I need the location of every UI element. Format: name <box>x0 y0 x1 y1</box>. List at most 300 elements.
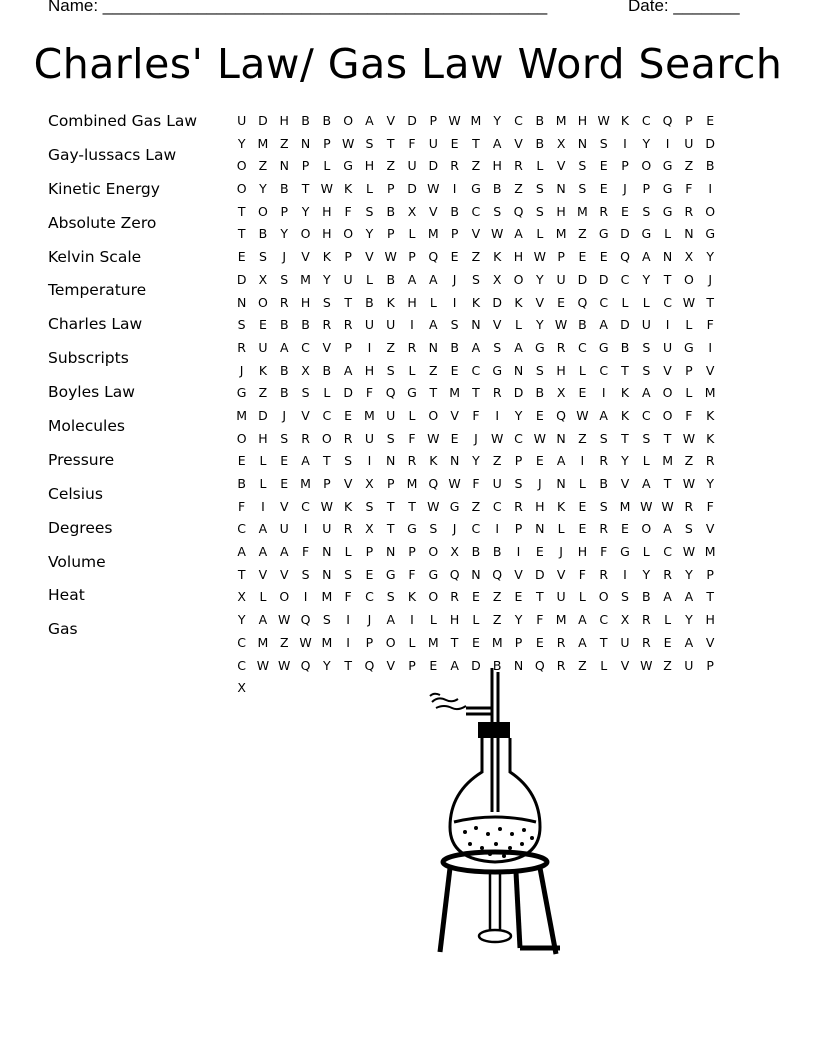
grid-letter[interactable]: A <box>492 135 502 151</box>
grid-letter[interactable]: N <box>556 476 566 491</box>
grid-letter[interactable]: G <box>492 362 503 378</box>
grid-letter[interactable]: S <box>599 430 608 446</box>
grid-letter[interactable]: U <box>322 521 332 537</box>
grid-letter[interactable]: O <box>258 203 268 219</box>
grid-letter[interactable]: R <box>599 566 609 582</box>
grid-letter[interactable]: E <box>621 203 629 219</box>
grid-letter[interactable]: M <box>236 407 248 423</box>
grid-letter[interactable]: F <box>706 498 714 514</box>
grid-letter[interactable]: R <box>556 339 566 355</box>
grid-letter[interactable]: Z <box>684 453 694 469</box>
grid-letter[interactable]: W <box>661 498 674 514</box>
grid-letter[interactable]: H <box>364 362 375 378</box>
grid-letter[interactable]: H <box>513 249 524 265</box>
grid-letter[interactable]: K <box>258 362 268 378</box>
grid-letter[interactable]: Z <box>578 657 587 673</box>
grid-letter[interactable]: E <box>578 521 587 537</box>
grid-letter[interactable]: T <box>663 430 672 446</box>
grid-letter[interactable]: F <box>408 566 416 582</box>
grid-letter[interactable]: Y <box>237 135 246 151</box>
grid-letter[interactable]: V <box>471 226 481 242</box>
grid-letter[interactable]: V <box>556 158 566 174</box>
grid-letter[interactable]: I <box>708 339 713 355</box>
grid-letter[interactable]: B <box>322 113 332 128</box>
grid-letter[interactable]: J <box>452 521 457 537</box>
grid-letter[interactable]: O <box>641 158 652 174</box>
grid-letter[interactable]: A <box>556 453 566 469</box>
grid-letter[interactable]: X <box>237 680 246 696</box>
grid-letter[interactable]: H <box>322 226 332 242</box>
grid-letter[interactable]: C <box>620 271 630 287</box>
grid-letter[interactable]: O <box>258 294 268 310</box>
grid-letter[interactable]: B <box>492 657 502 673</box>
grid-letter[interactable]: B <box>365 294 374 310</box>
grid-letter[interactable]: X <box>365 521 374 537</box>
grid-letter[interactable]: S <box>344 566 353 582</box>
grid-letter[interactable]: V <box>705 362 715 378</box>
grid-letter[interactable]: S <box>280 430 289 446</box>
grid-letter[interactable]: E <box>471 634 480 650</box>
grid-letter[interactable]: F <box>472 476 480 491</box>
grid-letter[interactable]: Z <box>279 135 289 151</box>
grid-letter[interactable]: I <box>452 294 457 310</box>
grid-letter[interactable]: T <box>472 385 480 401</box>
grid-letter[interactable]: Q <box>385 385 396 401</box>
grid-letter[interactable]: L <box>600 657 608 673</box>
grid-letter[interactable]: Z <box>429 362 438 378</box>
grid-letter[interactable]: A <box>429 271 438 287</box>
grid-letter[interactable]: G <box>662 158 673 174</box>
grid-letter[interactable]: A <box>684 589 694 605</box>
grid-letter[interactable]: I <box>495 521 500 537</box>
grid-letter[interactable]: X <box>301 362 310 378</box>
grid-letter[interactable]: Z <box>492 453 502 469</box>
grid-letter[interactable]: O <box>513 271 524 287</box>
grid-letter[interactable]: N <box>556 181 566 197</box>
grid-letter[interactable]: S <box>386 589 395 605</box>
grid-letter[interactable]: B <box>535 135 545 151</box>
grid-letter[interactable]: L <box>323 385 331 401</box>
grid-letter[interactable]: N <box>386 544 396 560</box>
grid-letter[interactable]: N <box>449 453 460 469</box>
grid-letter[interactable]: C <box>237 521 247 537</box>
grid-letter[interactable]: D <box>236 271 247 287</box>
grid-letter[interactable]: A <box>514 339 523 355</box>
grid-letter[interactable]: R <box>599 203 609 219</box>
grid-letter[interactable]: N <box>322 566 332 582</box>
grid-letter[interactable]: O <box>662 385 673 401</box>
grid-letter[interactable]: U <box>684 135 694 151</box>
grid-letter[interactable]: S <box>237 317 246 333</box>
grid-letter[interactable]: V <box>556 566 566 582</box>
grid-letter[interactable]: S <box>301 385 310 401</box>
grid-letter[interactable]: A <box>407 271 417 287</box>
grid-letter[interactable]: B <box>386 203 396 219</box>
grid-letter[interactable]: A <box>642 476 651 491</box>
grid-letter[interactable]: K <box>706 430 715 446</box>
grid-letter[interactable]: Z <box>684 158 694 174</box>
grid-letter[interactable]: P <box>621 158 629 174</box>
grid-letter[interactable]: S <box>621 589 629 605</box>
grid-letter[interactable]: B <box>450 203 459 219</box>
grid-letter[interactable]: P <box>365 634 374 650</box>
grid-letter[interactable]: Z <box>471 249 481 265</box>
grid-letter[interactable]: G <box>598 339 609 355</box>
grid-letter[interactable]: N <box>322 544 332 560</box>
grid-letter[interactable]: E <box>258 317 267 333</box>
grid-letter[interactable]: P <box>514 634 523 650</box>
grid-letter[interactable]: U <box>237 113 247 128</box>
grid-letter[interactable]: S <box>642 430 651 446</box>
grid-letter[interactable]: B <box>279 317 289 333</box>
grid-letter[interactable]: L <box>515 317 522 333</box>
grid-letter[interactable]: M <box>577 203 588 219</box>
grid-letter[interactable]: W <box>427 181 440 197</box>
grid-letter[interactable]: D <box>577 271 588 287</box>
grid-letter[interactable]: L <box>344 544 352 560</box>
grid-letter[interactable]: A <box>578 612 587 628</box>
grid-letter[interactable]: K <box>514 294 523 310</box>
grid-letter[interactable]: O <box>343 226 354 242</box>
grid-letter[interactable]: N <box>513 657 524 673</box>
grid-letter[interactable]: Q <box>513 203 524 219</box>
grid-letter[interactable]: D <box>407 181 417 197</box>
grid-letter[interactable]: M <box>321 634 333 650</box>
grid-letter[interactable]: U <box>620 634 630 650</box>
grid-letter[interactable]: Z <box>578 226 587 242</box>
grid-letter[interactable]: A <box>450 657 459 673</box>
grid-letter[interactable]: X <box>450 544 459 560</box>
grid-letter[interactable]: B <box>620 339 630 355</box>
grid-letter[interactable]: N <box>471 317 481 333</box>
grid-letter[interactable]: T <box>535 589 544 605</box>
grid-letter[interactable]: Q <box>428 249 439 265</box>
grid-letter[interactable]: Q <box>534 657 545 673</box>
grid-letter[interactable]: P <box>323 135 331 151</box>
grid-letter[interactable]: R <box>599 453 609 469</box>
grid-letter[interactable]: V <box>450 407 459 423</box>
grid-letter[interactable]: Z <box>258 385 268 401</box>
grid-letter[interactable]: Q <box>577 294 588 310</box>
grid-letter[interactable]: Z <box>258 158 268 174</box>
grid-letter[interactable]: C <box>663 294 672 310</box>
grid-letter[interactable]: E <box>535 453 544 469</box>
grid-letter[interactable]: L <box>685 317 693 333</box>
grid-letter[interactable]: I <box>495 407 500 423</box>
grid-letter[interactable]: K <box>706 407 715 423</box>
grid-letter[interactable]: A <box>386 612 395 628</box>
grid-letter[interactable]: S <box>493 203 502 219</box>
grid-letter[interactable]: H <box>449 612 460 628</box>
grid-letter[interactable]: T <box>408 498 416 514</box>
grid-letter[interactable]: W <box>341 135 355 151</box>
grid-letter[interactable]: T <box>472 135 480 151</box>
grid-letter[interactable]: L <box>259 453 267 469</box>
grid-letter[interactable]: V <box>279 498 289 514</box>
grid-letter[interactable]: D <box>705 135 715 151</box>
grid-letter[interactable]: I <box>410 317 414 333</box>
grid-letter[interactable]: A <box>642 385 651 401</box>
grid-letter[interactable]: B <box>301 317 310 333</box>
grid-letter[interactable]: S <box>642 362 651 378</box>
grid-letter[interactable]: S <box>450 317 459 333</box>
grid-letter[interactable]: S <box>429 521 438 537</box>
grid-letter[interactable]: D <box>258 113 268 128</box>
grid-letter[interactable]: I <box>261 498 265 514</box>
grid-letter[interactable]: B <box>322 362 332 378</box>
grid-letter[interactable]: B <box>535 385 545 401</box>
grid-letter[interactable]: G <box>343 158 353 174</box>
grid-letter[interactable]: B <box>599 476 608 491</box>
grid-letter[interactable]: N <box>577 135 588 151</box>
grid-letter[interactable]: I <box>623 135 627 151</box>
grid-letter[interactable]: F <box>365 385 374 401</box>
grid-letter[interactable]: C <box>471 521 481 537</box>
grid-letter[interactable]: L <box>642 294 650 310</box>
grid-letter[interactable]: E <box>535 544 544 560</box>
grid-letter[interactable]: U <box>684 657 694 673</box>
grid-letter[interactable]: U <box>663 339 673 355</box>
grid-letter[interactable]: U <box>407 158 417 174</box>
grid-letter[interactable]: C <box>492 498 502 514</box>
grid-letter[interactable]: S <box>535 181 544 197</box>
grid-letter[interactable]: E <box>344 407 353 423</box>
grid-letter[interactable]: Z <box>471 158 481 174</box>
grid-letter[interactable]: C <box>663 544 672 560</box>
grid-letter[interactable]: P <box>365 544 374 560</box>
grid-letter[interactable]: O <box>428 589 439 605</box>
grid-letter[interactable]: G <box>662 203 673 219</box>
grid-letter[interactable]: T <box>386 521 395 537</box>
grid-letter[interactable]: L <box>365 271 373 287</box>
grid-letter[interactable]: R <box>301 430 310 446</box>
grid-letter[interactable]: I <box>346 612 350 628</box>
grid-letter[interactable]: S <box>535 362 544 378</box>
grid-letter[interactable]: C <box>641 407 651 423</box>
grid-letter[interactable]: R <box>322 317 332 333</box>
grid-letter[interactable]: M <box>470 113 482 128</box>
grid-letter[interactable]: M <box>662 453 673 469</box>
grid-letter[interactable]: P <box>386 226 395 242</box>
grid-letter[interactable]: H <box>407 294 417 310</box>
grid-letter[interactable]: U <box>343 271 353 287</box>
grid-letter[interactable]: I <box>303 589 308 605</box>
grid-letter[interactable]: E <box>450 430 459 446</box>
grid-letter[interactable]: J <box>708 271 713 287</box>
grid-letter[interactable]: E <box>599 181 608 197</box>
grid-letter[interactable]: S <box>258 249 267 265</box>
grid-letter[interactable]: Z <box>386 339 396 355</box>
grid-letter[interactable]: R <box>599 521 609 537</box>
grid-letter[interactable]: X <box>237 589 246 605</box>
grid-letter[interactable]: A <box>684 634 694 650</box>
grid-letter[interactable]: W <box>278 612 291 628</box>
grid-letter[interactable]: P <box>706 566 714 582</box>
grid-letter[interactable]: Q <box>300 657 311 673</box>
grid-letter[interactable]: Y <box>323 657 331 673</box>
grid-letter[interactable]: N <box>556 430 566 446</box>
grid-letter[interactable]: Z <box>386 158 396 174</box>
grid-letter[interactable]: P <box>514 453 523 469</box>
grid-letter[interactable]: F <box>344 589 352 605</box>
grid-letter[interactable]: R <box>343 317 353 333</box>
grid-letter[interactable]: N <box>236 294 247 310</box>
grid-letter[interactable]: P <box>706 657 714 673</box>
grid-letter[interactable]: O <box>236 430 247 446</box>
grid-letter[interactable]: D <box>492 294 503 310</box>
grid-letter[interactable]: E <box>706 113 715 128</box>
grid-letter[interactable]: F <box>536 612 544 628</box>
grid-letter[interactable]: L <box>536 158 544 174</box>
grid-letter[interactable]: W <box>427 498 440 514</box>
grid-letter[interactable]: B <box>471 544 481 560</box>
grid-letter[interactable]: T <box>301 181 310 197</box>
grid-letter[interactable]: F <box>685 181 693 197</box>
grid-letter[interactable]: O <box>683 271 694 287</box>
grid-letter[interactable]: B <box>279 362 289 378</box>
grid-letter[interactable]: P <box>408 544 416 560</box>
grid-letter[interactable]: H <box>535 498 545 514</box>
grid-letter[interactable]: K <box>407 589 417 605</box>
grid-letter[interactable]: S <box>365 203 374 219</box>
grid-letter[interactable]: N <box>428 339 438 355</box>
grid-letter[interactable]: O <box>300 226 311 242</box>
grid-letter[interactable]: F <box>706 317 714 333</box>
grid-letter[interactable]: P <box>642 181 651 197</box>
grid-letter[interactable]: A <box>279 339 289 355</box>
grid-letter[interactable]: B <box>642 589 651 605</box>
grid-letter[interactable]: V <box>620 476 630 491</box>
grid-letter[interactable]: E <box>429 657 438 673</box>
grid-letter[interactable]: T <box>237 566 246 582</box>
grid-letter[interactable]: D <box>407 113 417 128</box>
grid-letter[interactable]: H <box>705 612 715 628</box>
grid-letter[interactable]: Y <box>365 226 374 242</box>
grid-letter[interactable]: I <box>516 544 521 560</box>
grid-letter[interactable]: V <box>386 113 395 128</box>
grid-letter[interactable]: V <box>663 362 672 378</box>
grid-letter[interactable]: P <box>429 113 438 128</box>
grid-letter[interactable]: V <box>343 476 353 491</box>
grid-letter[interactable]: P <box>685 113 693 128</box>
grid-letter[interactable]: T <box>621 362 629 378</box>
grid-letter[interactable]: W <box>256 657 270 673</box>
grid-letter[interactable]: A <box>301 453 310 469</box>
grid-letter[interactable]: E <box>621 521 629 537</box>
grid-letter[interactable]: A <box>663 521 672 537</box>
grid-letter[interactable]: E <box>663 634 672 650</box>
grid-letter[interactable]: L <box>408 407 416 423</box>
grid-letter[interactable]: P <box>557 249 565 265</box>
grid-letter[interactable]: S <box>599 135 608 151</box>
grid-letter[interactable]: C <box>514 430 523 446</box>
grid-letter[interactable]: L <box>664 226 672 242</box>
grid-letter[interactable]: V <box>514 135 523 151</box>
grid-letter[interactable]: F <box>685 407 693 423</box>
grid-letter[interactable]: P <box>386 476 395 491</box>
grid-letter[interactable]: K <box>344 181 353 197</box>
grid-letter[interactable]: H <box>279 113 289 128</box>
grid-letter[interactable]: N <box>684 226 694 242</box>
grid-letter[interactable]: E <box>578 498 587 514</box>
grid-letter[interactable]: G <box>407 385 417 401</box>
grid-letter[interactable]: Y <box>685 612 693 628</box>
grid-letter[interactable]: E <box>578 385 587 401</box>
grid-letter[interactable]: Y <box>706 249 714 265</box>
grid-letter[interactable]: Q <box>364 657 375 673</box>
grid-letter[interactable]: E <box>471 589 480 605</box>
grid-letter[interactable]: U <box>258 339 268 355</box>
grid-letter[interactable]: M <box>406 476 418 491</box>
grid-letter[interactable]: J <box>239 362 244 378</box>
grid-letter[interactable]: E <box>450 249 459 265</box>
grid-letter[interactable]: C <box>599 294 609 310</box>
grid-letter[interactable]: L <box>429 294 437 310</box>
grid-letter[interactable]: Z <box>514 181 523 197</box>
grid-letter[interactable]: A <box>258 612 268 628</box>
grid-letter[interactable]: M <box>704 385 716 401</box>
grid-letter[interactable]: O <box>428 407 439 423</box>
grid-letter[interactable]: D <box>598 271 609 287</box>
grid-letter[interactable]: I <box>303 521 308 537</box>
grid-letter[interactable]: A <box>429 317 438 333</box>
grid-letter[interactable]: V <box>429 203 438 219</box>
grid-letter[interactable]: J <box>537 476 542 491</box>
grid-letter[interactable]: F <box>472 407 480 423</box>
grid-letter[interactable]: G <box>598 226 609 242</box>
grid-letter[interactable]: C <box>641 113 651 128</box>
grid-letter[interactable]: B <box>535 113 545 128</box>
grid-letter[interactable]: R <box>407 453 417 469</box>
grid-letter[interactable]: Z <box>471 498 481 514</box>
grid-letter[interactable]: R <box>556 634 566 650</box>
grid-letter[interactable]: C <box>301 339 310 355</box>
grid-letter[interactable]: R <box>450 589 459 605</box>
grid-letter[interactable]: I <box>580 453 585 469</box>
grid-letter[interactable]: R <box>279 294 289 310</box>
grid-letter[interactable]: G <box>236 385 247 401</box>
grid-letter[interactable]: W <box>682 430 696 446</box>
grid-letter[interactable]: O <box>662 407 673 423</box>
grid-letter[interactable]: M <box>257 634 269 650</box>
grid-letter[interactable]: I <box>367 453 372 469</box>
grid-letter[interactable]: L <box>323 158 331 174</box>
grid-letter[interactable]: R <box>407 339 417 355</box>
grid-letter[interactable]: V <box>705 521 715 537</box>
grid-letter[interactable]: Z <box>279 634 289 650</box>
grid-letter[interactable]: W <box>533 430 546 446</box>
grid-letter[interactable]: L <box>408 226 416 242</box>
grid-letter[interactable]: G <box>407 521 417 537</box>
grid-letter[interactable]: K <box>620 407 630 423</box>
grid-letter[interactable]: C <box>578 339 587 355</box>
grid-letter[interactable]: W <box>278 657 291 673</box>
grid-letter[interactable]: I <box>367 339 372 355</box>
grid-letter[interactable]: A <box>365 113 374 128</box>
grid-letter[interactable]: P <box>408 249 416 265</box>
grid-letter[interactable]: Q <box>449 566 460 582</box>
grid-letter[interactable]: E <box>535 634 544 650</box>
grid-letter[interactable]: B <box>386 271 396 287</box>
grid-letter[interactable]: K <box>620 385 630 401</box>
grid-letter[interactable]: S <box>301 566 310 582</box>
grid-letter[interactable]: Y <box>535 271 544 287</box>
grid-letter[interactable]: E <box>280 476 289 491</box>
grid-letter[interactable]: N <box>513 362 524 378</box>
grid-letter[interactable]: J <box>282 407 287 423</box>
grid-letter[interactable]: L <box>259 589 267 605</box>
grid-letter[interactable]: M <box>449 385 461 401</box>
